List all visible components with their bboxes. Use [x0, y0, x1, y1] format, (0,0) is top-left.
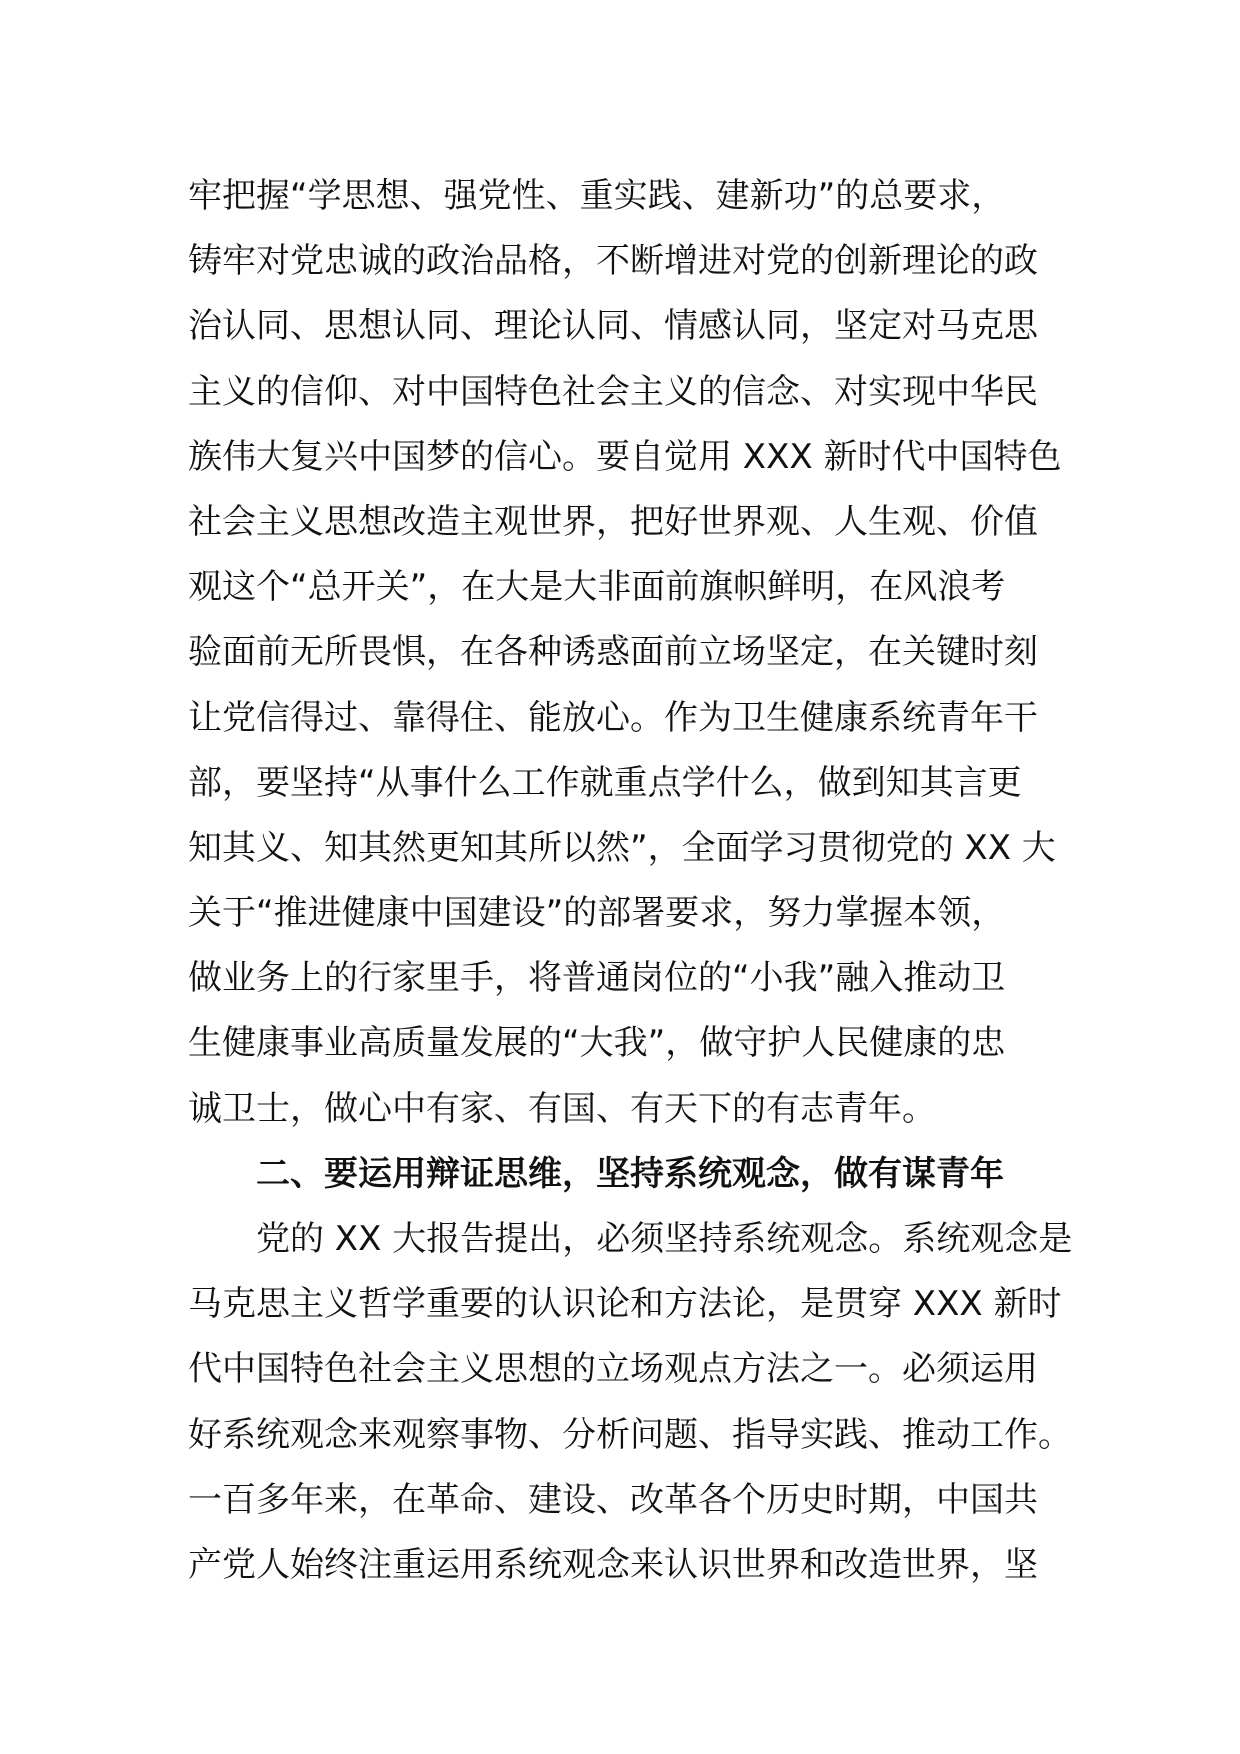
text-line: 族伟大复兴中国梦的信心。要自觉用 XXX 新时代中国特色 [188, 436, 1062, 477]
text-line: 主义的信仰、对中国特色社会主义的信念、对实现中华民 [188, 371, 1038, 412]
text-line: 做业务上的行家里手，将普通岗位的“小我”融入推动卫 [188, 958, 1006, 999]
text-line: 诚卫士，做心中有家、有国、有天下的有志青年。 [188, 1088, 936, 1129]
text-line: 知其义、知其然更知其所以然”，全面学习贯彻党的 XX 大 [188, 827, 1056, 868]
document-text [188, 164, 1073, 1598]
text-line: 验面前无所畏惧，在各种诱惑面前立场坚定，在关键时刻 [188, 632, 1038, 673]
text-line: 观这个“总开关”，在大是大非面前旗帜鲜明，在风浪考 [188, 567, 1006, 608]
text-line: 马克思主义哲学重要的认识论和方法论，是贯穿 XXX 新时 [188, 1284, 1062, 1325]
section-heading: 二、要运用辩证思维，坚持系统观念，做有谋青年 [256, 1153, 1004, 1194]
text-line: 生健康事业高质量发展的“大我”，做守护人民健康的忠 [188, 1023, 1006, 1064]
text-line: 牢把握“学思想、强党性、重实践、建新功”的总要求， [188, 176, 1006, 216]
paragraph-first-line: 党的 XX 大报告提出，必须坚持系统观念。系统观念是 [256, 1219, 1073, 1259]
text-line: 产党人始终注重运用系统观念来认识世界和改造世界，坚 [188, 1544, 1038, 1585]
text-line: 部，要坚持“从事什么工作就重点学什么，做到知其言更 [188, 762, 1022, 803]
text-line: 代中国特色社会主义思想的立场观点方法之一。必须运用 [188, 1349, 1038, 1390]
text-line: 一百多年来，在革命、建设、改革各个历史时期，中国共 [188, 1479, 1038, 1520]
text-line: 社会主义思想改造主观世界，把好世界观、人生观、价值 [188, 501, 1038, 542]
text-line: 关于“推进健康中国建设”的部署要求，努力掌握本领， [188, 893, 1006, 934]
text-line: 铸牢对党忠诚的政治品格，不断增进对党的创新理论的政 [188, 241, 1038, 282]
text-line: 好系统观念来观察事物、分析问题、指导实践、推动工作。 [188, 1414, 1072, 1455]
text-line: 治认同、思想认同、理论认同、情感认同，坚定对马克思 [188, 306, 1038, 347]
text-line: 让党信得过、靠得住、能放心。作为卫生健康系统青年干 [188, 697, 1038, 738]
